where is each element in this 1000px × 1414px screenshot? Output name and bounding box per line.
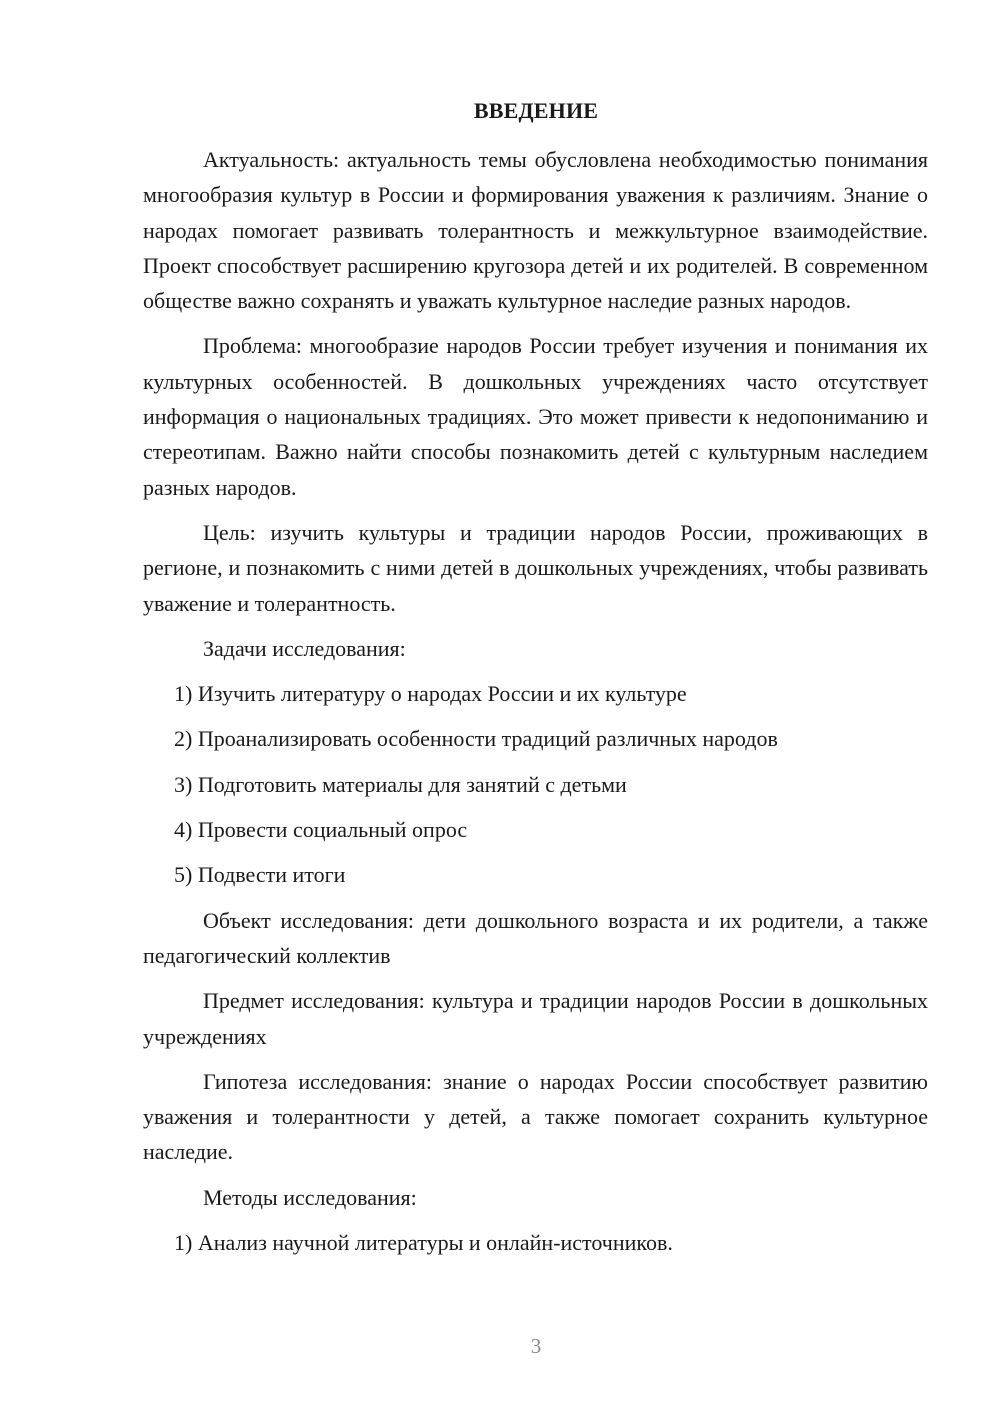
relevance-paragraph: Актуальность: актуальность темы обусловлена необходимостью понимания многообразия культур в России и формирования уважения к различиям. Знание о народах помогает развивать толерантность и межкультурное взаимодействие. Проект способствует расширению кругозора детей и их родителей. В современном обществе важно сохранять и уважать культурное наследие разных народов. (143, 147, 928, 314)
document-body (143, 142, 928, 1270)
page-title: ВВЕДЕНИЕ (473, 98, 599, 123)
object-paragraph: Объект исследования: дети дошкольного возраста и их родители, а также педагогический коллектив (143, 907, 928, 968)
task-list-item: 1) Изучить литературу о народах России и их культуре (174, 681, 687, 707)
subject-paragraph: Предмет исследования: культура и традиции народов России в дошкольных учреждениях (143, 988, 928, 1049)
problem-paragraph: Проблема: многообразие народов России требует изучения и понимания их культурных особенностей. В дошкольных учреждениях часто отсутствует информация о национальных традициях. Это может привести к недопониманию и стереотипам. Важно найти способы познакомить детей с культурным наследием разных народов. (143, 333, 928, 500)
page-number: 3 (530, 1334, 542, 1358)
goal-paragraph: Цель: изучить культуры и традиции народов России, проживающих в регионе, и познакомить с ними детей в дошкольных учреждениях, чтобы развивать уважение и толерантность. (143, 519, 928, 616)
methods-heading: Методы исследования: (203, 1184, 417, 1210)
hypothesis-paragraph: Гипотеза исследования: знание о народах России способствует развитию уважения и толерантности у детей, а также помогает сохранить культурное наследие. (143, 1068, 928, 1165)
task-list-item: 5) Подвести итоги (174, 862, 346, 888)
tasks-heading: Задачи исследования: (203, 635, 406, 661)
method-list-item: 1) Анализ научной литературы и онлайн-источников. (174, 1230, 673, 1256)
task-list-item: 2) Проанализировать особенности традиций различных народов (174, 726, 778, 752)
task-list-item: 3) Подготовить материалы для занятий с детьми (174, 771, 627, 797)
task-list-item: 4) Провести социальный опрос (174, 817, 468, 843)
